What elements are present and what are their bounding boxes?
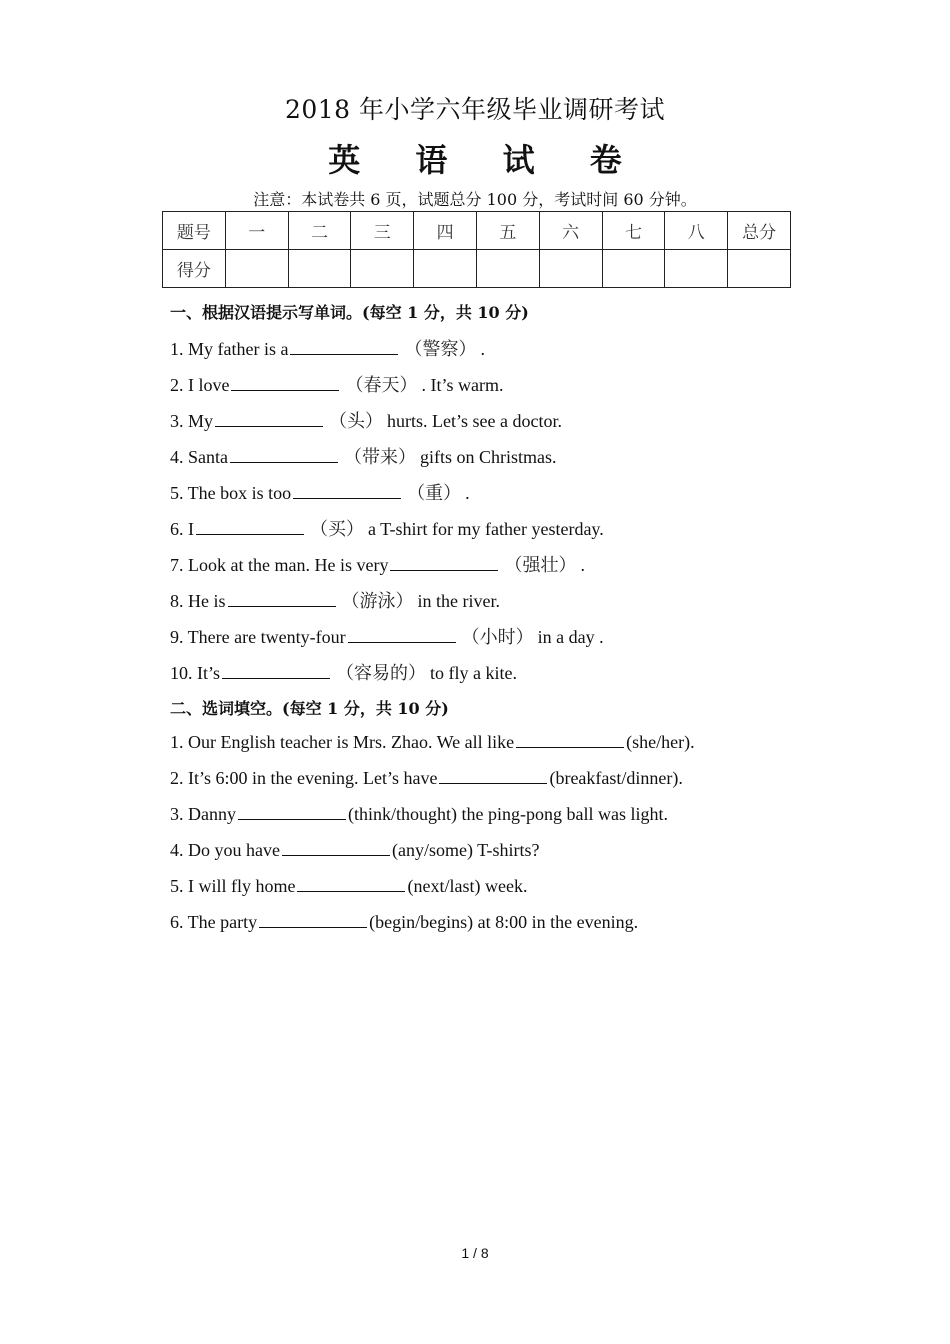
section1-question — [170, 623, 604, 649]
exam-title: 2018 年小学六年级毕业调研考试 — [284, 95, 666, 124]
section1-question — [170, 551, 585, 577]
score-header-cell: 七 — [602, 212, 665, 250]
question-options: (begin/begins) at 8:00 in the evening. — [369, 912, 639, 932]
score-cell[interactable] — [225, 250, 288, 288]
answer-blank[interactable] — [196, 518, 304, 535]
chinese-hint: （小时） — [461, 627, 534, 647]
section1-heading: 一、根据汉语提示写单词。(每空 1 分，共 10 分) — [170, 303, 529, 322]
section1-question — [170, 659, 517, 685]
question-text: 6. I — [170, 519, 194, 539]
score-header-cell: 八 — [665, 212, 728, 250]
question-text-end: gifts on Christmas. — [420, 447, 557, 467]
question-text-end: . — [480, 339, 485, 359]
question-text: 1. My father is a — [170, 339, 289, 359]
section2-question — [170, 731, 695, 753]
section1-question — [170, 335, 485, 361]
question-text-end: . It’s warm. — [421, 375, 504, 395]
question-text: 1. Our English teacher is Mrs. Zhao. We all like — [170, 732, 515, 752]
score-header-cell: 总分 — [728, 212, 791, 250]
answer-blank[interactable] — [348, 626, 456, 643]
question-text-end: hurts. Let’s see a doctor. — [387, 411, 562, 431]
question-text: 3. My — [170, 411, 214, 431]
question-text: 3. Danny — [170, 804, 236, 824]
answer-blank[interactable] — [231, 374, 339, 391]
answer-blank[interactable] — [297, 875, 405, 892]
exam-subtitle: 英 语 试 卷 — [328, 141, 644, 179]
score-cell[interactable] — [602, 250, 665, 288]
answer-blank[interactable] — [238, 803, 346, 820]
answer-blank[interactable] — [293, 482, 401, 499]
chinese-hint: （容易的） — [336, 663, 427, 683]
question-options: (any/some) T-shirts? — [391, 840, 540, 860]
answer-blank[interactable] — [222, 662, 330, 679]
question-options: (she/her). — [626, 732, 695, 752]
question-options: (next/last) week. — [407, 876, 528, 896]
chinese-hint: （带来） — [344, 447, 416, 467]
chinese-hint: （警察） — [404, 339, 477, 359]
question-options: (breakfast/dinner). — [549, 768, 683, 788]
section2-question — [170, 839, 539, 861]
chinese-hint: （头） — [329, 411, 384, 431]
answer-blank[interactable] — [228, 590, 336, 607]
answer-blank[interactable] — [439, 767, 547, 784]
section1-question — [170, 443, 557, 469]
answer-blank[interactable] — [290, 338, 398, 355]
section2-question — [170, 911, 638, 933]
chinese-hint: （重） — [407, 483, 462, 503]
question-text: 2. It’s 6:00 in the evening. Let’s have — [170, 768, 438, 788]
score-cell[interactable] — [476, 250, 539, 288]
answer-blank[interactable] — [390, 554, 498, 571]
score-header-cell: 三 — [351, 212, 414, 250]
answer-blank[interactable] — [516, 731, 624, 748]
score-row-label: 得分 — [163, 250, 226, 288]
question-options: (think/thought) the ping-pong ball was light. — [348, 804, 668, 824]
question-text: 5. The box is too — [170, 483, 292, 503]
question-text: 4. Do you have — [170, 840, 280, 860]
chinese-hint: （春天） — [345, 375, 418, 395]
question-text-end: to fly a kite. — [430, 663, 517, 683]
score-cell[interactable] — [351, 250, 414, 288]
question-text-end: in a day . — [537, 627, 604, 647]
question-text: 9. There are twenty-four — [170, 627, 346, 647]
answer-blank[interactable] — [259, 911, 367, 928]
exam-notice: 注意：本试卷共 6 页，试题总分 100 分，考试时间 60 分钟。 — [253, 190, 697, 209]
score-table-header-row — [163, 212, 791, 250]
score-table — [162, 211, 791, 288]
section2-question — [170, 803, 668, 825]
score-header-cell: 二 — [288, 212, 351, 250]
chinese-hint: （强壮） — [504, 555, 577, 575]
answer-blank[interactable] — [282, 839, 390, 856]
score-header-cell: 题号 — [163, 212, 226, 250]
answer-blank[interactable] — [215, 410, 323, 427]
section1-question — [170, 479, 470, 505]
answer-blank[interactable] — [230, 446, 338, 463]
score-cell[interactable] — [414, 250, 477, 288]
question-text: 8. He is — [170, 591, 226, 611]
section1-question — [170, 515, 604, 541]
question-text-end: in the river. — [417, 591, 500, 611]
question-text: 6. The party — [170, 912, 258, 932]
question-text-end: a T-shirt for my father yesterday. — [368, 519, 604, 539]
question-text: 4. Santa — [170, 447, 228, 467]
question-text: 10. It’s — [170, 663, 221, 683]
score-header-cell: 六 — [539, 212, 602, 250]
score-table-score-row — [163, 250, 791, 288]
section1-question — [170, 587, 500, 613]
question-text-end: . — [580, 555, 585, 575]
page-number: 1 / 8 — [461, 1245, 489, 1261]
score-header-cell: 一 — [225, 212, 288, 250]
section1-question — [170, 407, 562, 433]
chinese-hint: （买） — [310, 519, 364, 539]
score-cell[interactable] — [288, 250, 351, 288]
section1-question — [170, 371, 503, 397]
section2-question — [170, 767, 683, 789]
question-text: 2. I love — [170, 375, 230, 395]
score-header-cell: 五 — [476, 212, 539, 250]
score-cell[interactable] — [539, 250, 602, 288]
question-text: 7. Look at the man. He is very — [170, 555, 389, 575]
score-cell[interactable] — [728, 250, 791, 288]
section2-heading: 二、选词填空。(每空 1 分，共 10 分) — [170, 699, 449, 718]
score-cell[interactable] — [665, 250, 728, 288]
section2-question — [170, 875, 527, 897]
question-text: 5. I will fly home — [170, 876, 296, 896]
score-header-cell: 四 — [414, 212, 477, 250]
chinese-hint: （游泳） — [341, 591, 414, 611]
question-text-end: . — [465, 483, 470, 503]
